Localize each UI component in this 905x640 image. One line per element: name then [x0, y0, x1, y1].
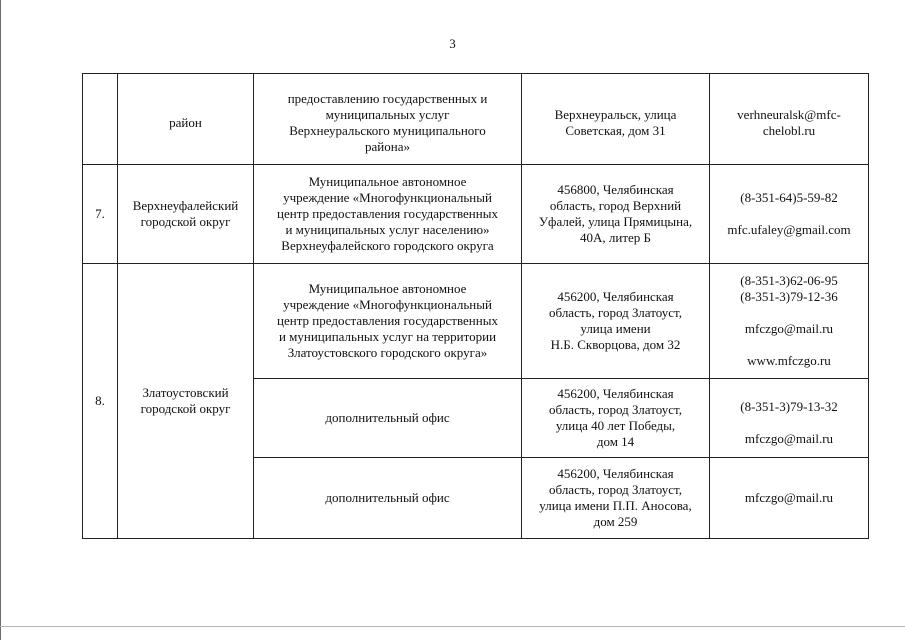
district-cell: Златоустовский городской округ — [118, 264, 254, 539]
spacer — [712, 337, 866, 353]
row-number-cell: 7. — [83, 165, 118, 264]
email: mfczgo@mail.ru — [744, 490, 834, 505]
district-cell: Верхнеуфалейский городской округ — [118, 165, 254, 264]
contacts-cell — [710, 264, 869, 379]
spacer — [712, 206, 866, 222]
address-cell: Верхнеуральск, улица Советская, дом 31 — [522, 74, 710, 165]
email: mfczgo@mail.ru — [744, 321, 834, 336]
organization-cell: дополнительный офис — [254, 379, 522, 458]
phone: (8-351-3)79-13-32 — [740, 398, 838, 414]
address-cell: 456200, Челябинская область, город Златоуст, улица имени П.П. Аносова, дом 259 — [522, 458, 710, 539]
address-cell: 456200, Челябинская область, город Златоуст, улица имени Н.Б. Скворцова, дом 32 — [522, 264, 710, 379]
row-number-cell — [83, 74, 118, 165]
spacer — [712, 305, 866, 321]
contacts-cell: (8-351-64)5-59-82 mfc.ufaley@gmail.com — [710, 165, 869, 264]
contacts-cell: verhneuralsk@mfc- chelobl.ru — [710, 74, 869, 165]
scan-edge-line — [0, 626, 905, 627]
contacts-cell — [710, 379, 869, 458]
mfc-registry-table — [82, 73, 869, 539]
page-number: 3 — [449, 36, 456, 51]
contacts-cell — [710, 458, 869, 539]
row-number-cell: 8. — [83, 264, 118, 539]
spacer — [712, 415, 866, 431]
table-row — [83, 74, 869, 165]
website: www.mfczgo.ru — [747, 353, 831, 368]
district-cell: район — [118, 74, 254, 165]
organization-cell: предоставлению государственных и муниципальных услуг Верхнеуральского муниципального района» — [254, 74, 522, 165]
organization-cell: Муниципальное автономное учреждение «Многофункциональный центр предоставления государственных и муниципальных услуг на территории Златоустовского городского округа» — [254, 264, 522, 379]
table-row — [83, 165, 869, 264]
address-cell: 456200, Челябинская область, город Златоуст, улица 40 лет Победы, дом 14 — [522, 379, 710, 458]
email: mfczgo@mail.ru — [744, 430, 834, 446]
address-cell: 456800, Челябинская область, город Верхний Уфалей, улица Прямицына, 40А, литер Б — [522, 165, 710, 264]
phone: (8-351-3)62-06-95 — [740, 273, 838, 288]
phone: (8-351-3)79-12-36 — [740, 289, 838, 304]
table-row — [83, 264, 869, 379]
organization-cell: Муниципальное автономное учреждение «Многофункциональный центр предоставления государственных и муниципальных услуг населению» Верхнеуфалейского городского округа — [254, 165, 522, 264]
organization-cell: дополнительный офис — [254, 458, 522, 539]
page-edge — [0, 0, 1, 640]
